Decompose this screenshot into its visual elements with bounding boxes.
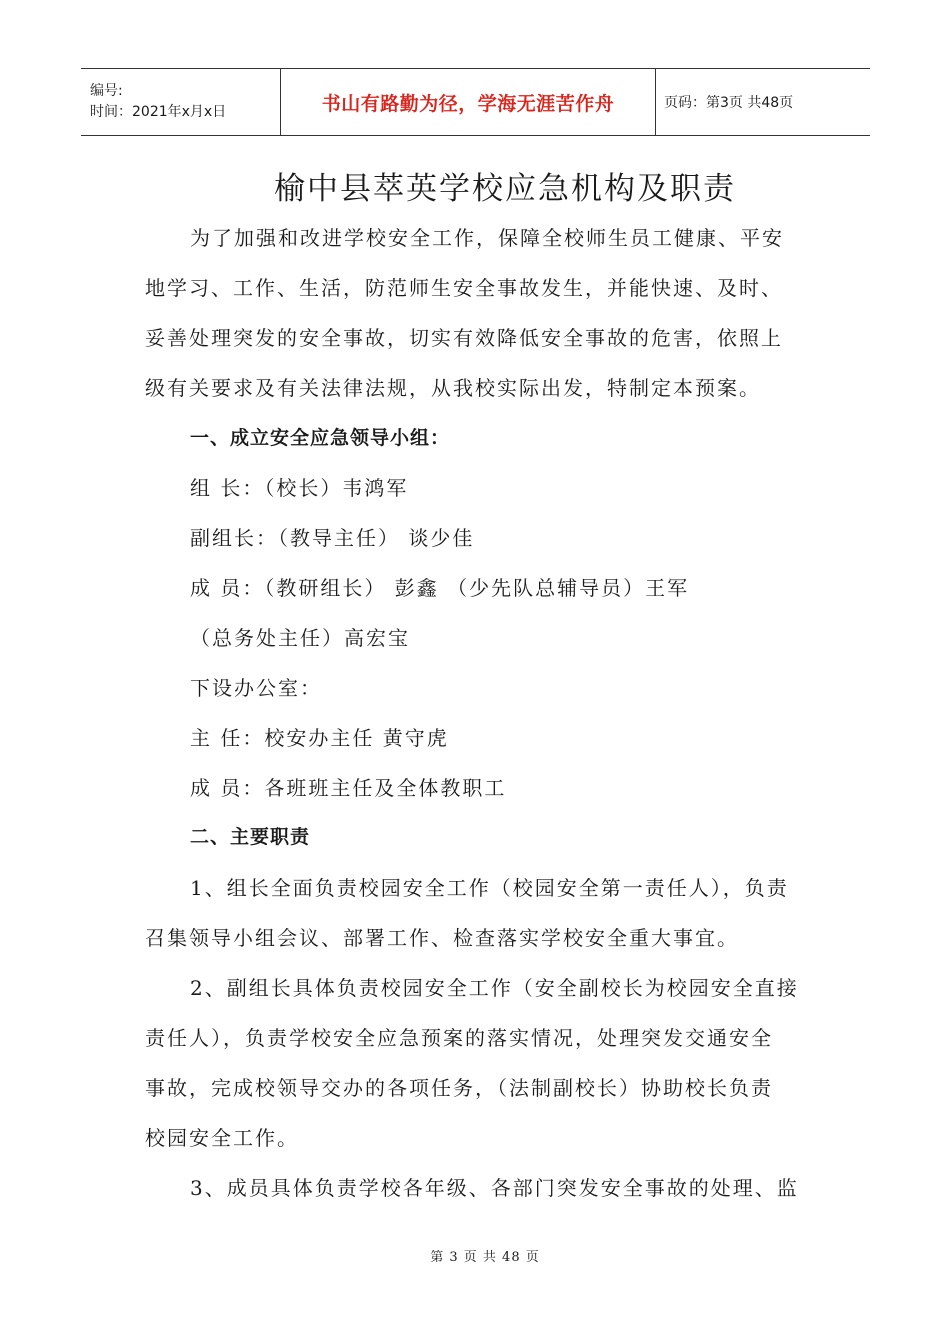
member-line: 成 员：各班班主任及全体教职工: [190, 776, 507, 800]
date-label: 时间：2021年x月x日: [90, 104, 227, 120]
paragraph-line: 妥善处理突发的安全事故，切实有效降低安全事故的危害，依照上: [145, 326, 783, 350]
member-line: 副组长：（教导主任） 谈少佳: [190, 526, 475, 550]
member-line: 成 员：（教研组长） 彭鑫 （少先队总辅导员）王军: [190, 576, 690, 600]
motto-text: 书山有路勤为径，学海无涯苦作舟: [321, 92, 615, 115]
paragraph-line: 地学习、工作、生活，防范师生安全事故发生，并能快速、及时、: [145, 276, 783, 300]
paragraph-line: 事故，完成校领导交办的各项任务，（法制副校长）协助校长负责: [145, 1076, 773, 1100]
paragraph-line: 2、副组长具体负责校园安全工作（安全副校长为校园安全直接: [190, 976, 799, 1000]
document-title: 榆中县萃英学校应急机构及职责: [274, 171, 736, 207]
member-line: 组 长：（校长）韦鸿军: [190, 476, 409, 500]
header-page-info: [656, 69, 870, 135]
page-footer: 第 3 页 共 48 页: [430, 1250, 540, 1265]
header-meta: [81, 69, 281, 135]
document-header: [81, 68, 870, 136]
member-line: （总务处主任）高宏宝: [190, 626, 410, 650]
paragraph-line: 1、组长全面负责校园安全工作（校园安全第一责任人），负责: [190, 876, 789, 900]
paragraph-line: 级有关要求及有关法律法规，从我校实际出发，特制定本预案。: [145, 376, 761, 400]
paragraph-line: 为了加强和改进学校安全工作，保障全校师生员工健康、平安: [190, 226, 784, 250]
header-motto: [281, 69, 656, 135]
member-line: 主 任：校安办主任 黄守虎: [190, 726, 449, 750]
page-info-text: 页码：第3页 共48页: [664, 95, 794, 111]
paragraph-line: 责任人），负责学校安全应急预案的落实情况，处理突发交通安全: [145, 1026, 773, 1050]
paragraph-line: 召集领导小组会议、部署工作、检查落实学校安全重大事宜。: [145, 926, 739, 950]
office-heading: 下设办公室：: [190, 676, 322, 700]
paragraph-line: 3、成员具体负责学校各年级、各部门突发安全事故的处理、监: [190, 1176, 799, 1200]
section-heading: 二、主要职责: [190, 826, 311, 848]
paragraph-line: 校园安全工作。: [145, 1126, 299, 1150]
number-label: 编号:: [90, 83, 123, 99]
section-heading: 一、成立安全应急领导小组：: [190, 427, 451, 449]
